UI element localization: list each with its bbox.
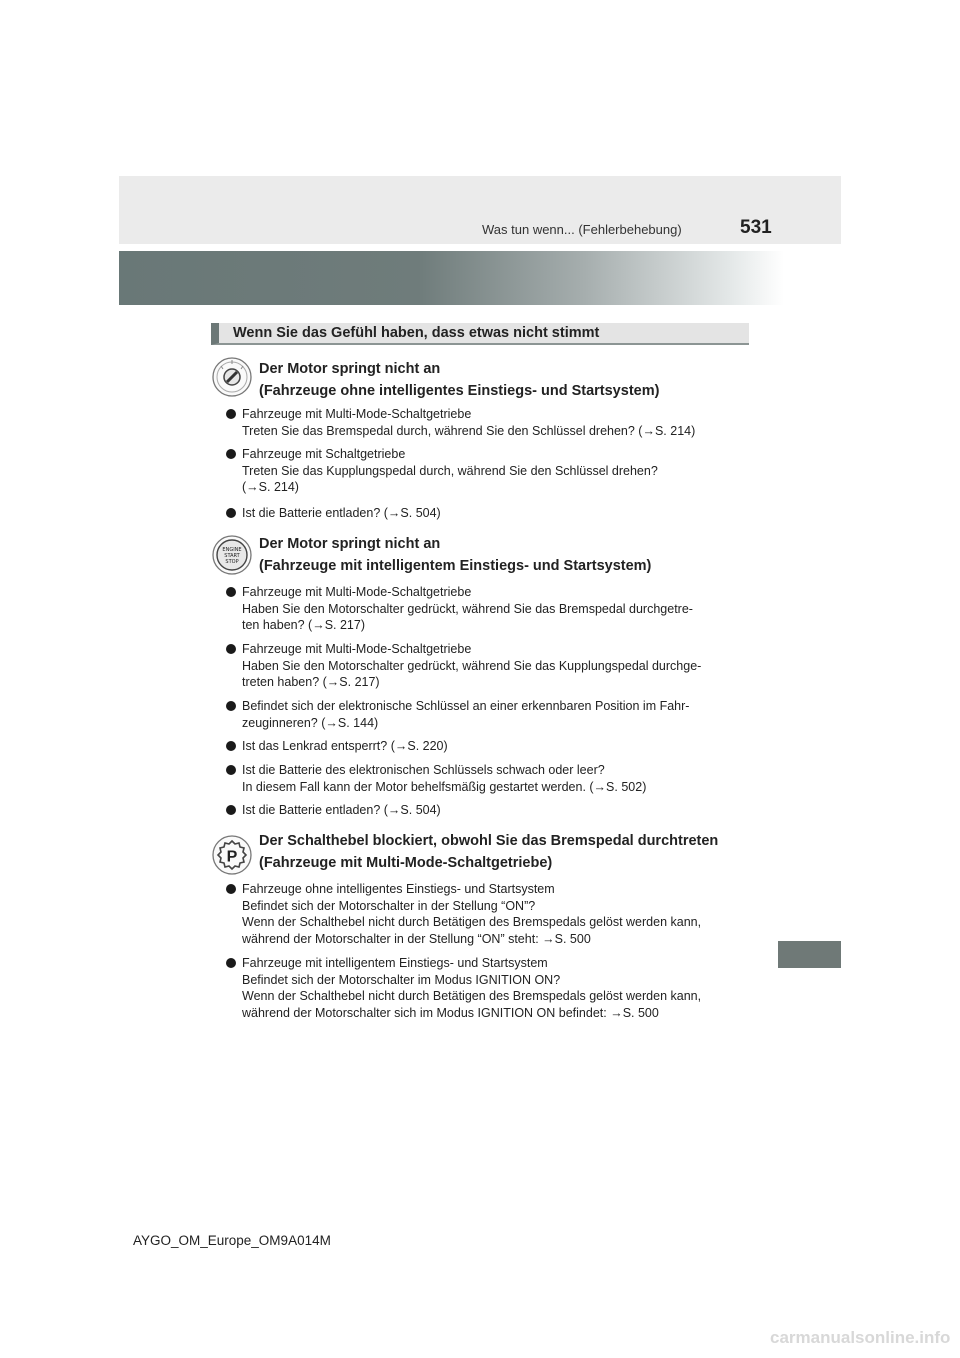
watermark: carmanualsonline.info (770, 1328, 951, 1347)
list-item: Befindet sich der elektronische Schlüssel an einer erkennbaren Position im Fahr- zeuginneren? (→S. 144) (226, 698, 750, 731)
chapter-side-tab (778, 941, 841, 968)
block-title-motor-no-smart-key: Der Motor springt nicht an (Fahrzeuge ohne intelligentes Einstiegs- und Startsystem) (259, 361, 660, 399)
document-code: AYGO_OM_Europe_OM9A014M (133, 1233, 331, 1248)
park-gear-icon (212, 835, 252, 875)
list-item: Ist die Batterie entladen? (→S. 504) (226, 505, 750, 522)
svg-text:STOP: STOP (225, 559, 239, 565)
list-item: Fahrzeuge mit intelligentem Einstiegs- und Startsystem Befindet sich der Motorschalter im Modus IGNITION ON? Wenn der Schalthebel nicht durch Betätigen des Bremspedals gelöst werden kann, während der Motorschalter sich im Modus IGNITION ON befindet: →S. 500 (226, 955, 750, 1021)
list-item: Fahrzeuge mit Multi-Mode-Schaltgetriebe Treten Sie das Bremspedal durch, während Sie den Schlüssel drehen? (→S. 214) (226, 406, 750, 439)
list-item: Ist die Batterie entladen? (→S. 504) (226, 802, 750, 819)
list-item: Ist die Batterie des elektronischen Schlüssels schwach oder leer? In diesem Fall kann der Motor behelfsmäßig gestartet werden. (→S. 502) (226, 762, 750, 795)
list-item: Ist das Lenkrad entsperrt? (→S. 220) (226, 738, 750, 755)
chapter-title: Was tun wenn... (Fehlerbehebung) (482, 222, 682, 237)
section-heading-text: Wenn Sie das Gefühl haben, dass etwas nicht stimmt (233, 325, 600, 341)
block-title-motor-smart-key: Der Motor springt nicht an (Fahrzeuge mit intelligentem Einstiegs- und Startsystem) (259, 536, 652, 574)
svg-text:ENGINE: ENGINE (222, 547, 242, 553)
page-number: 531 (740, 217, 772, 238)
engine-start-stop-button-icon (212, 535, 252, 575)
block-title-shift-lever-locked: Der Schalthebel blockiert, obwohl Sie das Bremspedal durchtreten (Fahrzeuge mit Multi-Mode-Schaltgetriebe) (259, 833, 719, 871)
section-heading (211, 323, 749, 345)
list-item: Fahrzeuge mit Multi-Mode-Schaltgetriebe Haben Sie den Motorschalter gedrückt, während Sie das Kupplungspedal durchge- treten haben? (→S. 217) (226, 641, 750, 691)
list-item: Fahrzeuge ohne intelligentes Einstiegs- und Startsystem Befindet sich der Motorschalter in der Stellung “ON”? Wenn der Schalthebel nicht durch Betätigen des Bremspedals gelöst werden kann, während der Motorschalter in der Stellung “ON” steht: →S. 500 (226, 881, 750, 947)
list-item: Fahrzeuge mit Schaltgetriebe Treten Sie das Kupplungspedal durch, während Sie den Schlüssel drehen? (→S. 214) (226, 446, 750, 496)
chapter-banner (119, 251, 784, 305)
header-bar (119, 176, 841, 244)
ignition-key-icon (212, 357, 252, 397)
svg-text:START: START (224, 553, 240, 559)
svg-text:P: P (226, 848, 238, 866)
list-item: Fahrzeuge mit Multi-Mode-Schaltgetriebe Haben Sie den Motorschalter gedrückt, während Sie das Bremspedal durchgetre- ten haben? (→S. 217) (226, 584, 750, 634)
